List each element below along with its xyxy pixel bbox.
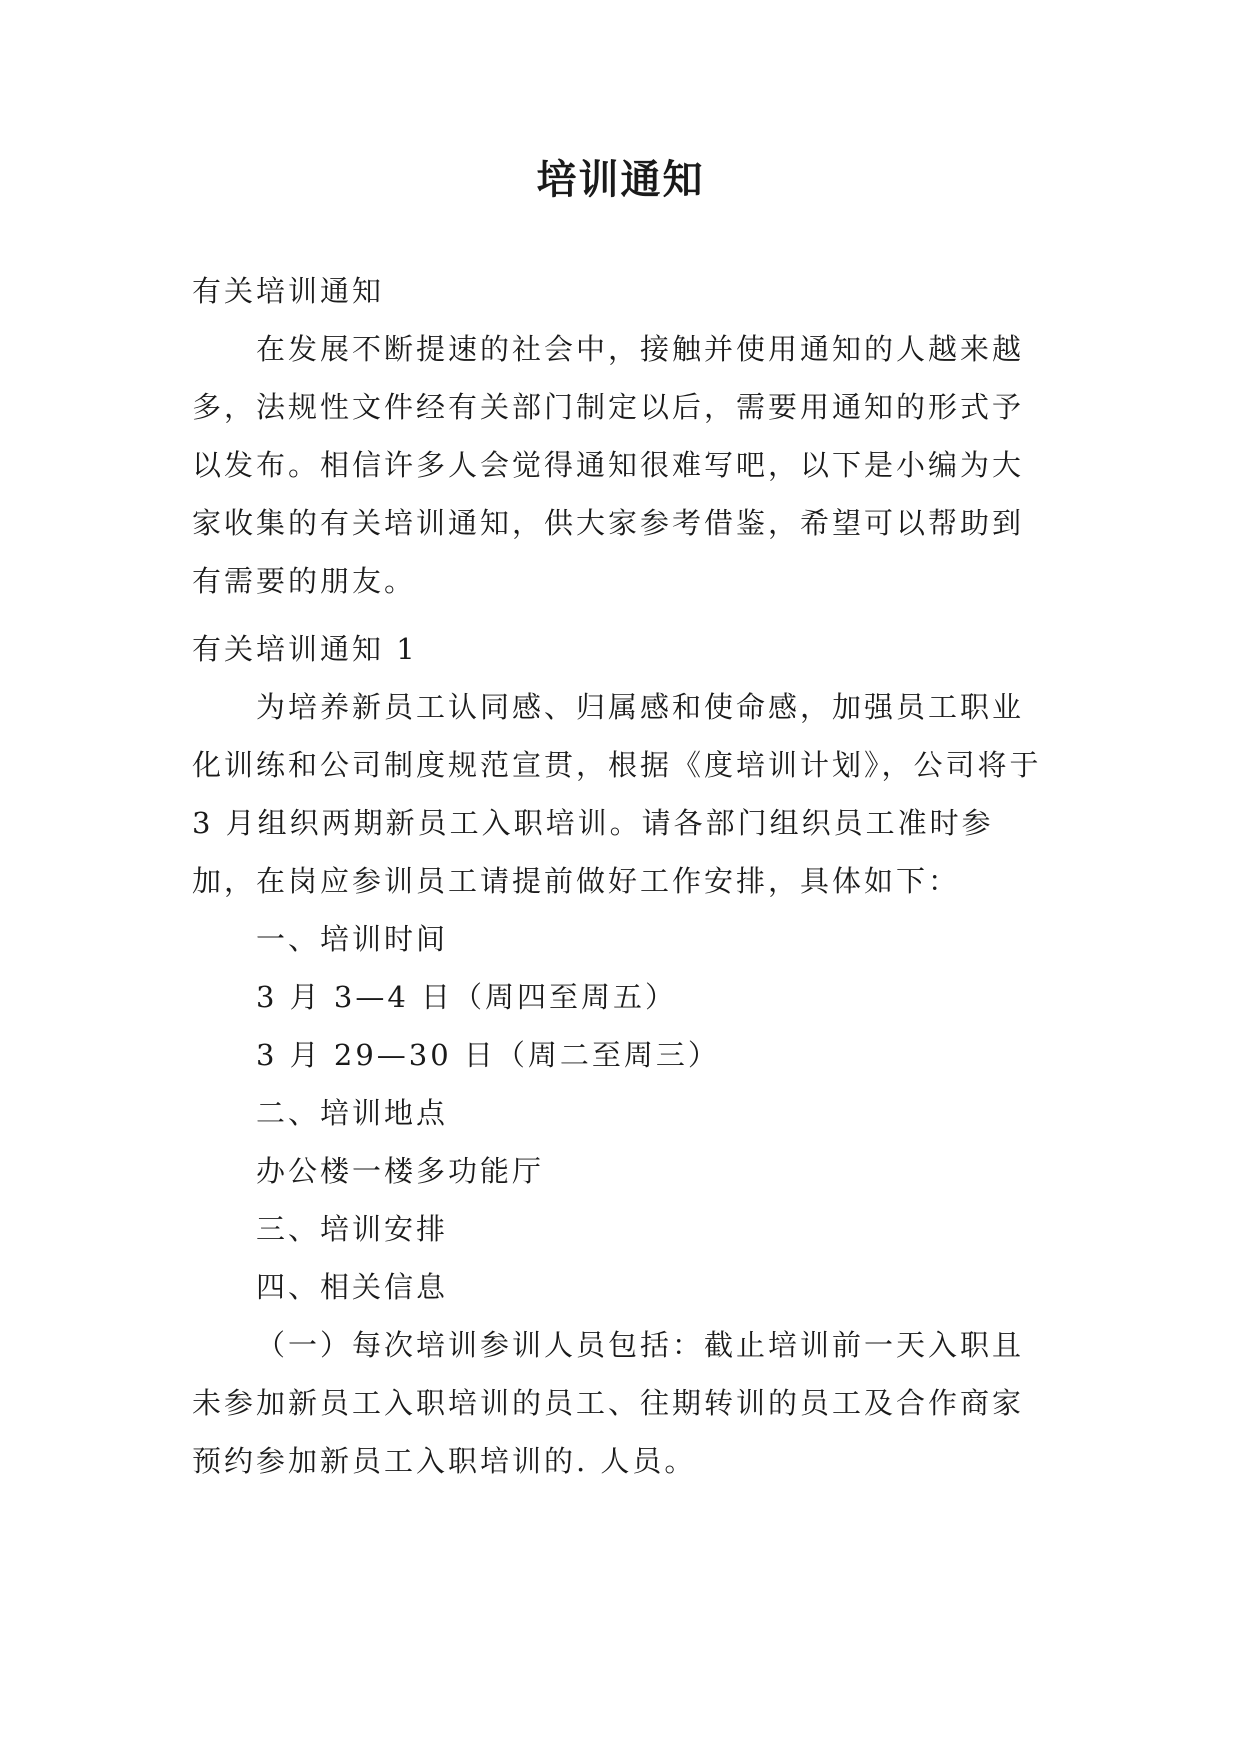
document-title: 培训通知 <box>536 156 705 203</box>
section-1-paragraph: 为培养新员工认同感、归属感和使命感，加强员工职业化训练和公司制度规范宣贯，根据《度培训计划》，公司将于 3 月组织两期新员工入职培训。请各部门组织员工准时参加，在岗应参训员工请提前做好工作安排，具体如下： <box>192 690 1042 898</box>
training-time-2: 3 月 29—30 日（周二至周三） <box>256 1038 720 1072</box>
intro-paragraph: 在发展不断提速的社会中，接触并使用通知的人越来越多，法规性文件经有关部门制定以后，需要用通知的形式予以发布。相信许多人会觉得通知很难写吧，以下是小编为大家收集的有关培训通知，供大家参考借鉴，希望可以帮助到有需要的朋友。 <box>192 332 1025 598</box>
training-place: 办公楼一楼多功能厅 <box>256 1154 545 1188</box>
section-1 <box>192 620 1054 1490</box>
training-place-heading: 二、培训地点 <box>256 1096 449 1130</box>
training-time-1: 3 月 3—4 日（周四至周五） <box>256 980 678 1014</box>
related-info-heading: 四、相关信息 <box>256 1270 449 1304</box>
related-info-item-1: （一）每次培训参训人员包括：截止培训前一天入职且未参加新员工入职培训的员工、往期转训的员工及合作商家预约参加新员工入职培训的. 人员。 <box>192 1328 1025 1478</box>
section-1-heading: 有关培训通知 1 <box>192 632 418 666</box>
training-arrangement-heading: 三、培训安排 <box>256 1212 449 1246</box>
training-time-heading: 一、培训时间 <box>256 922 449 956</box>
intro-section <box>192 262 1054 610</box>
intro-heading: 有关培训通知 <box>192 274 385 308</box>
